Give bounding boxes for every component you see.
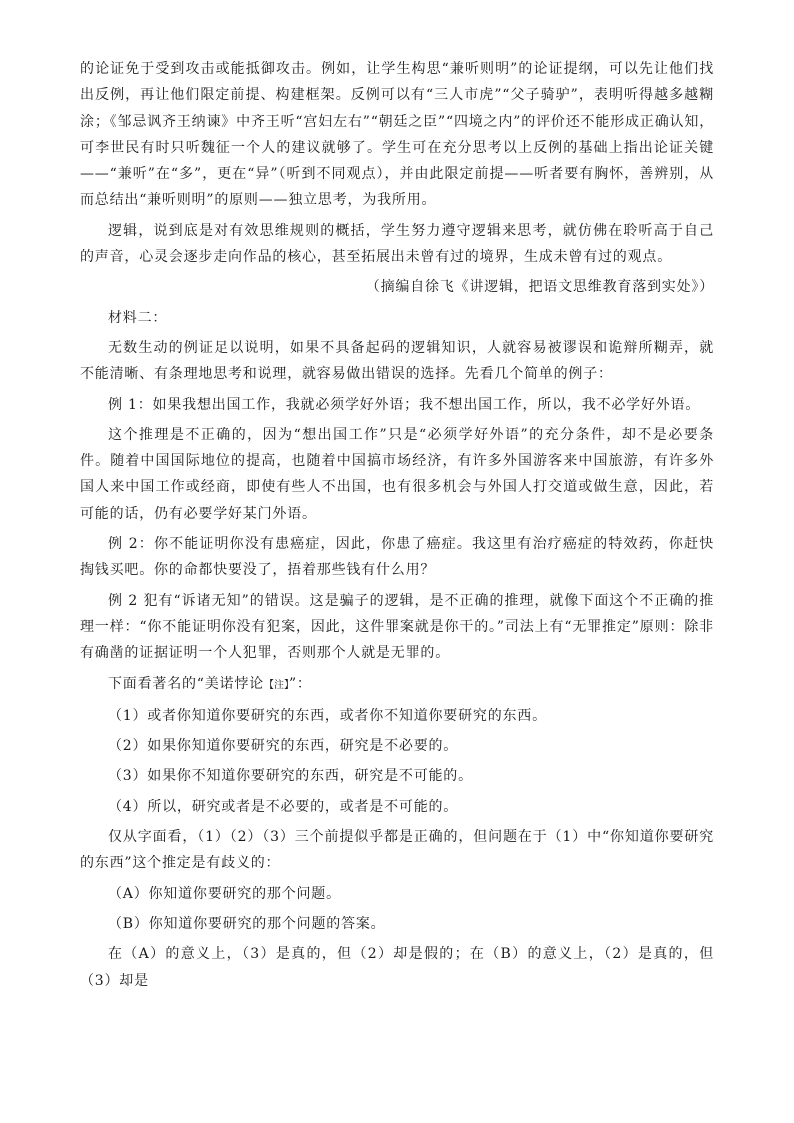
material-one-source: （摘编自徐飞《讲逻辑，把语文思维教育落到实处》） [365,279,714,296]
meno-intro-text: 下面看著名的“美诺悖论 [108,675,264,692]
meno-intro-closing: ”： [288,675,312,692]
meaning-a: （A）你知道你要研究的那个问题。 [108,885,341,902]
meno-paradox-intro [80,671,714,699]
material-two-intro-paragraph: 无数生动的例证足以说明，如果不具备起码的逻辑知识，人就容易被谬误和诡辩所糊弄，就不能清晰、有条理地思考和说理，就容易做出错误的选择。先看几个简单的例子： [80,339,714,383]
example-two-paragraph: 例 2：你不能证明你没有患癌症，因此，你患了癌症。我这里有治疗癌症的特效药，你赶快掏钱买吧。你的命都快要没了，捂着那些钱有什么用？ [80,536,714,579]
example-two-analysis-paragraph: 例 2 犯有“诉诸无知”的错误。这是骗子的逻辑，是不正确的推理，就像下面这个不正确的推理一样：“你不能证明你没有犯案，因此，这件罪案就是你干的。”司法上有“无罪推定”原则：除非有确凿的证据证明一个人犯罪，否则那个人就是无罪的。 [80,592,714,662]
meaning-b: （B）你知道你要研究的那个问题的答案。 [108,915,386,932]
meno-premise-3: （3）如果你不知道你要研究的东西，研究是不可能的。 [108,768,473,785]
meno-analysis-paragraph: 仅从字面看，（1）（2）（3）三个前提似乎都是正确的，但问题在于（1）中“你知道你要研究的东西”这个推定是有歧义的： [80,829,714,872]
meno-premise-1: （1）或者你知道你要研究的东西，或者你不知道你要研究的东西。 [108,707,547,724]
meno-premise-2: （2）如果你知道你要研究的东西，研究是不必要的。 [108,738,459,755]
material-two-heading: 材料二： [108,309,168,326]
logic-summary-paragraph: 逻辑，说到底是对有效思维规则的概括，学生努力遵守逻辑来思考，就仿佛在聆听高于自己的声音，心灵会逐步走向作品的核心，甚至拓展出未曾有过的境界，生成未曾有过的观点。 [80,222,714,266]
conclusion-partial-paragraph: 在（A）的意义上，（3）是真的，但（2）却是假的；在（B）的意义上，（2）是真的，但（3）却是 [80,946,714,989]
meno-conclusion-4: （4）所以，研究或者是不必要的，或者是不可能的。 [108,798,459,815]
material-one-continued-paragraph: 的论证免于受到攻击或能抵御攻击。例如，让学生构思“兼听则明”的论证提纲，可以先让他们找出反例，再让他们限定前提、构建框架。反例可以有“三人市虎”“父子骑驴”，表明听得越多越糊涂；《邹忌讽齐王纳谏》中齐王听“宫妇左右”“朝廷之臣”“四境之内”的评价还不能形成正确认知，可李世民有时只听魏征一个人的建议就够了。学生可在充分思考以上反例的基础上指出论证关键——“兼听”在“多”，更在“异”（听到不同观点），并由此限定前提——听者要有胸怀，善辨别，从而总结出“兼听则明”的原则——独立思考，为我所用。 [80,61,714,209]
example-one-paragraph: 例 1：如果我想出国工作，我就必须学好外语；我不想出国工作，所以，我不必学好外语。 [108,396,701,413]
example-one-analysis-paragraph: 这个推理是不正确的，因为“想出国工作”只是“必须学好外语”的充分条件，却不是必要条件。随着中国国际地位的提高，也随着中国搞市场经济，有许多外国游客来中国旅游，有许多外国人来中国工作或经商，即使有些人不出国，也有很多机会与外国人打交道或做生意，因此，若可能的话，仍有必要学好某门外语。 [80,426,714,522]
footnote-marker: 【注】 [263,679,289,691]
